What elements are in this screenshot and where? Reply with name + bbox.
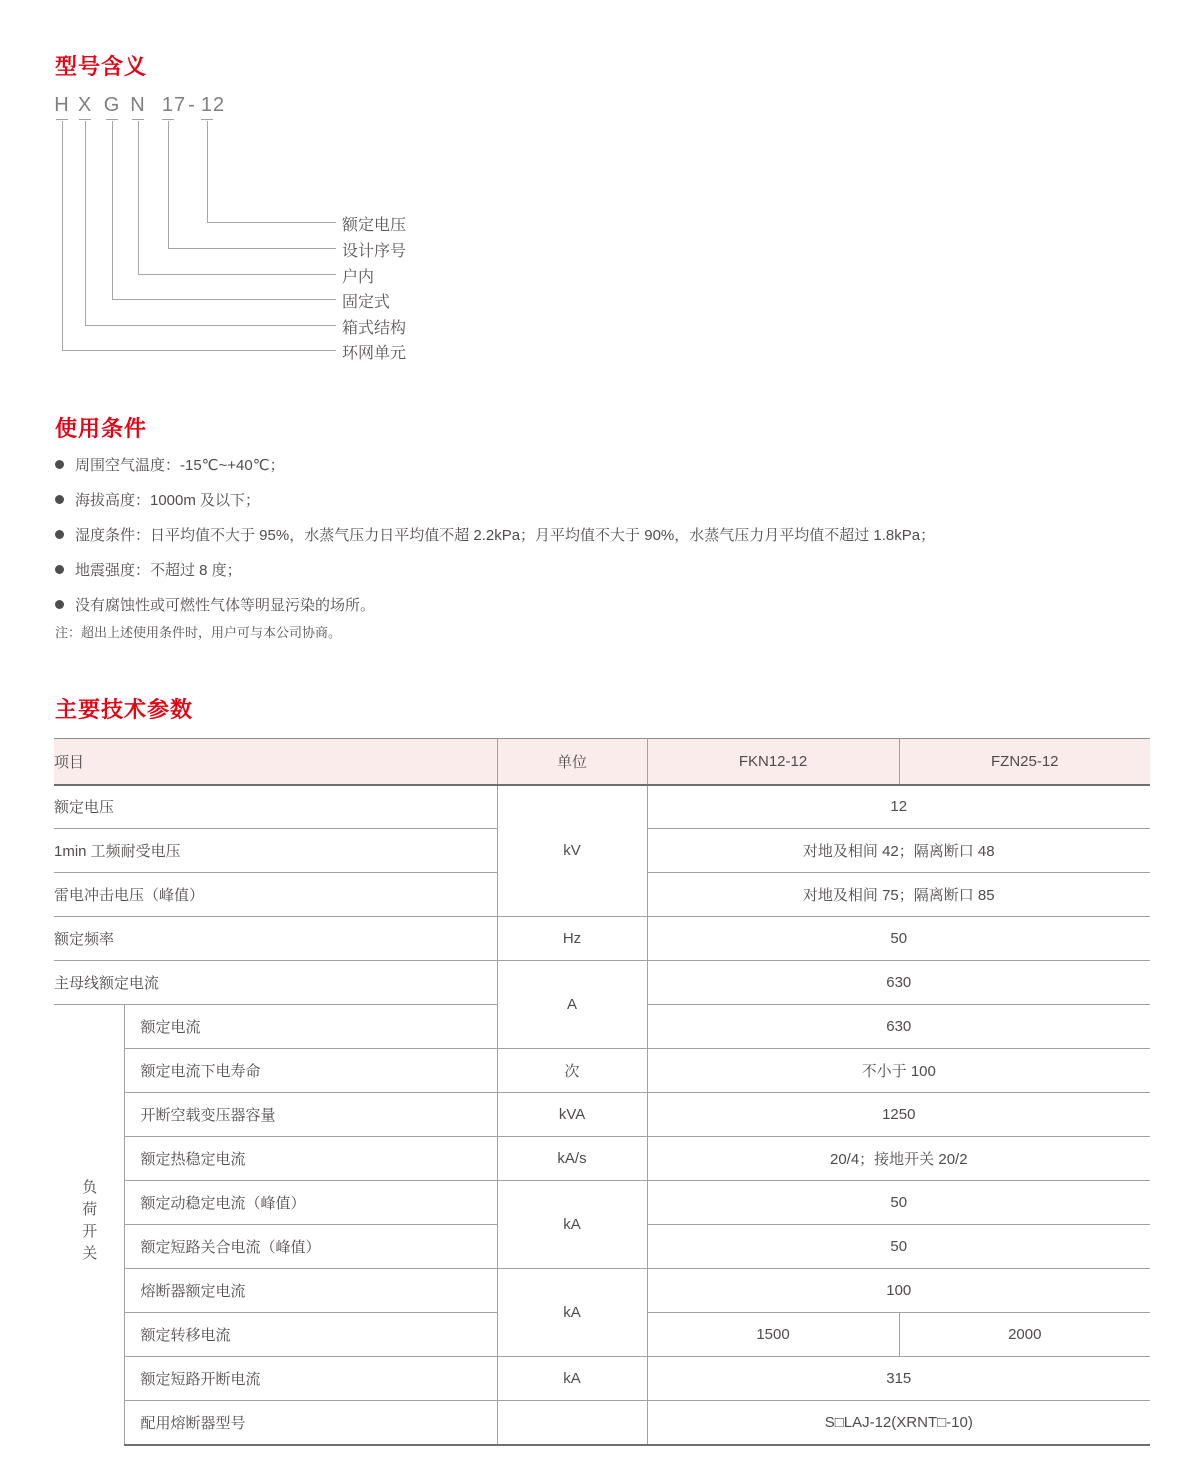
model-code-part: N	[130, 94, 146, 116]
param-item-cell: 额定动稳定电流（峰值）	[124, 1181, 497, 1225]
param-item-cell: 配用熔断器型号	[124, 1401, 497, 1445]
table-row	[54, 1181, 1150, 1225]
bullet-icon	[55, 495, 64, 504]
param-unit-cell: kA/s	[497, 1137, 647, 1181]
table-row	[54, 785, 1150, 829]
model-branch-label: 固定式	[342, 294, 391, 311]
table-row	[54, 961, 1150, 1005]
param-unit-cell: kA	[497, 1181, 647, 1269]
param-item-cell: 雷电冲击电压（峰值）	[54, 873, 497, 917]
parameters-table	[54, 738, 1150, 1446]
param-value-cell-model2: 2000	[899, 1313, 1150, 1357]
model-code-part: G	[103, 94, 121, 116]
bullet-icon	[55, 600, 64, 609]
model-code-part: 12	[200, 94, 226, 116]
param-unit-cell: kA	[497, 1269, 647, 1357]
model-branch-label: 箱式结构	[342, 320, 407, 337]
condition-item	[55, 553, 935, 588]
usage-conditions-list	[55, 448, 935, 623]
conditions-note: 注：超出上述使用条件时，用户可与本公司协商。	[55, 625, 342, 640]
header-cell-item: 项目	[54, 739, 497, 785]
param-value-cell: 12	[647, 785, 1150, 829]
model-code-part: 17	[161, 94, 187, 116]
header-cell-unit: 单位	[497, 739, 647, 785]
param-unit-cell: 次	[497, 1049, 647, 1093]
param-value-cell: 630	[647, 961, 1150, 1005]
condition-item	[55, 448, 935, 483]
model-code-part: H	[54, 94, 70, 116]
param-item-cell: 额定电流下电寿命	[124, 1049, 497, 1093]
param-value-cell: 不小于 100	[647, 1049, 1150, 1093]
model-code-part: -	[188, 94, 196, 116]
param-value-cell: 100	[647, 1269, 1150, 1313]
param-item-cell: 开断空载变压器容量	[124, 1093, 497, 1137]
table-row	[54, 1401, 1150, 1445]
param-value-cell: 20/4；接地开关 20/2	[647, 1137, 1150, 1181]
param-item-cell: 额定电压	[54, 785, 497, 829]
param-item-cell: 额定转移电流	[124, 1313, 497, 1357]
model-branch-label: 设计序号	[342, 243, 407, 260]
condition-text: 没有腐蚀性或可燃性气体等明显污染的场所。	[75, 597, 376, 614]
model-branch-label: 环网单元	[342, 345, 407, 362]
param-value-cell: 对地及相间 42；隔离断口 48	[647, 829, 1150, 873]
param-unit-cell: kV	[497, 785, 647, 917]
param-unit-cell: kA	[497, 1357, 647, 1401]
condition-item	[55, 483, 935, 518]
condition-text: 地震强度：不超过 8 度；	[75, 562, 242, 579]
model-branch-label: 额定电压	[342, 217, 407, 234]
table-row	[54, 1137, 1150, 1181]
condition-item	[55, 518, 935, 553]
param-unit-cell	[497, 1401, 647, 1445]
section-title-parameters: 主要技术参数	[55, 697, 194, 722]
param-item-cell: 额定短路关合电流（峰值）	[124, 1225, 497, 1269]
param-value-cell: 315	[647, 1357, 1150, 1401]
section-title-model-meaning: 型号含义	[55, 54, 148, 79]
table-row	[54, 1049, 1150, 1093]
param-item-cell: 额定热稳定电流	[124, 1137, 497, 1181]
param-value-cell: S□LAJ-12(XRNT□-10)	[647, 1401, 1150, 1445]
bullet-icon	[55, 460, 64, 469]
param-unit-cell: kVA	[497, 1093, 647, 1137]
code-tick-line	[162, 119, 174, 120]
code-tick-line	[79, 119, 91, 120]
bullet-icon	[55, 565, 64, 574]
condition-text: 周围空气温度：-15℃~+40℃；	[75, 457, 285, 474]
model-branch-label: 户内	[342, 269, 375, 286]
code-tick-line	[106, 119, 118, 120]
table-row	[54, 1093, 1150, 1137]
code-tick-line	[56, 119, 68, 120]
bullet-icon	[55, 530, 64, 539]
header-cell-model1: FKN12-12	[647, 739, 899, 785]
param-value-cell: 50	[647, 917, 1150, 961]
condition-text: 海拔高度：1000m 及以下；	[75, 492, 261, 509]
param-item-cell: 额定频率	[54, 917, 497, 961]
param-value-cell: 50	[647, 1181, 1150, 1225]
param-value-cell: 630	[647, 1005, 1150, 1049]
table-header-row	[54, 739, 1150, 785]
model-branch-line	[62, 121, 336, 351]
table-row	[54, 1269, 1150, 1313]
section-title-usage-conditions: 使用条件	[55, 416, 148, 441]
code-tick-line	[132, 119, 144, 120]
param-group-cell	[54, 1005, 124, 1445]
param-value-cell: 1250	[647, 1093, 1150, 1137]
param-value-cell: 50	[647, 1225, 1150, 1269]
param-item-cell: 1min 工频耐受电压	[54, 829, 497, 873]
condition-item	[55, 588, 935, 623]
param-unit-cell: A	[497, 961, 647, 1049]
param-item-cell: 主母线额定电流	[54, 961, 497, 1005]
table-row	[54, 1357, 1150, 1401]
header-cell-model2: FZN25-12	[899, 739, 1150, 785]
group-label-vertical: 负荷开关	[80, 1178, 98, 1267]
param-item-cell: 额定电流	[124, 1005, 497, 1049]
code-tick-line	[201, 119, 213, 120]
param-value-cell: 对地及相间 75；隔离断口 85	[647, 873, 1150, 917]
param-unit-cell: Hz	[497, 917, 647, 961]
model-code-part: X	[77, 94, 93, 116]
param-item-cell: 额定短路开断电流	[124, 1357, 497, 1401]
table-row	[54, 917, 1150, 961]
param-item-cell: 熔断器额定电流	[124, 1269, 497, 1313]
param-value-cell-model1: 1500	[647, 1313, 899, 1357]
condition-text: 湿度条件：日平均值不大于 95%，水蒸气压力日平均值不超 2.2kPa；月平均值不大于 90%，水蒸气压力月平均值不超过 1.8kPa；	[75, 527, 936, 544]
